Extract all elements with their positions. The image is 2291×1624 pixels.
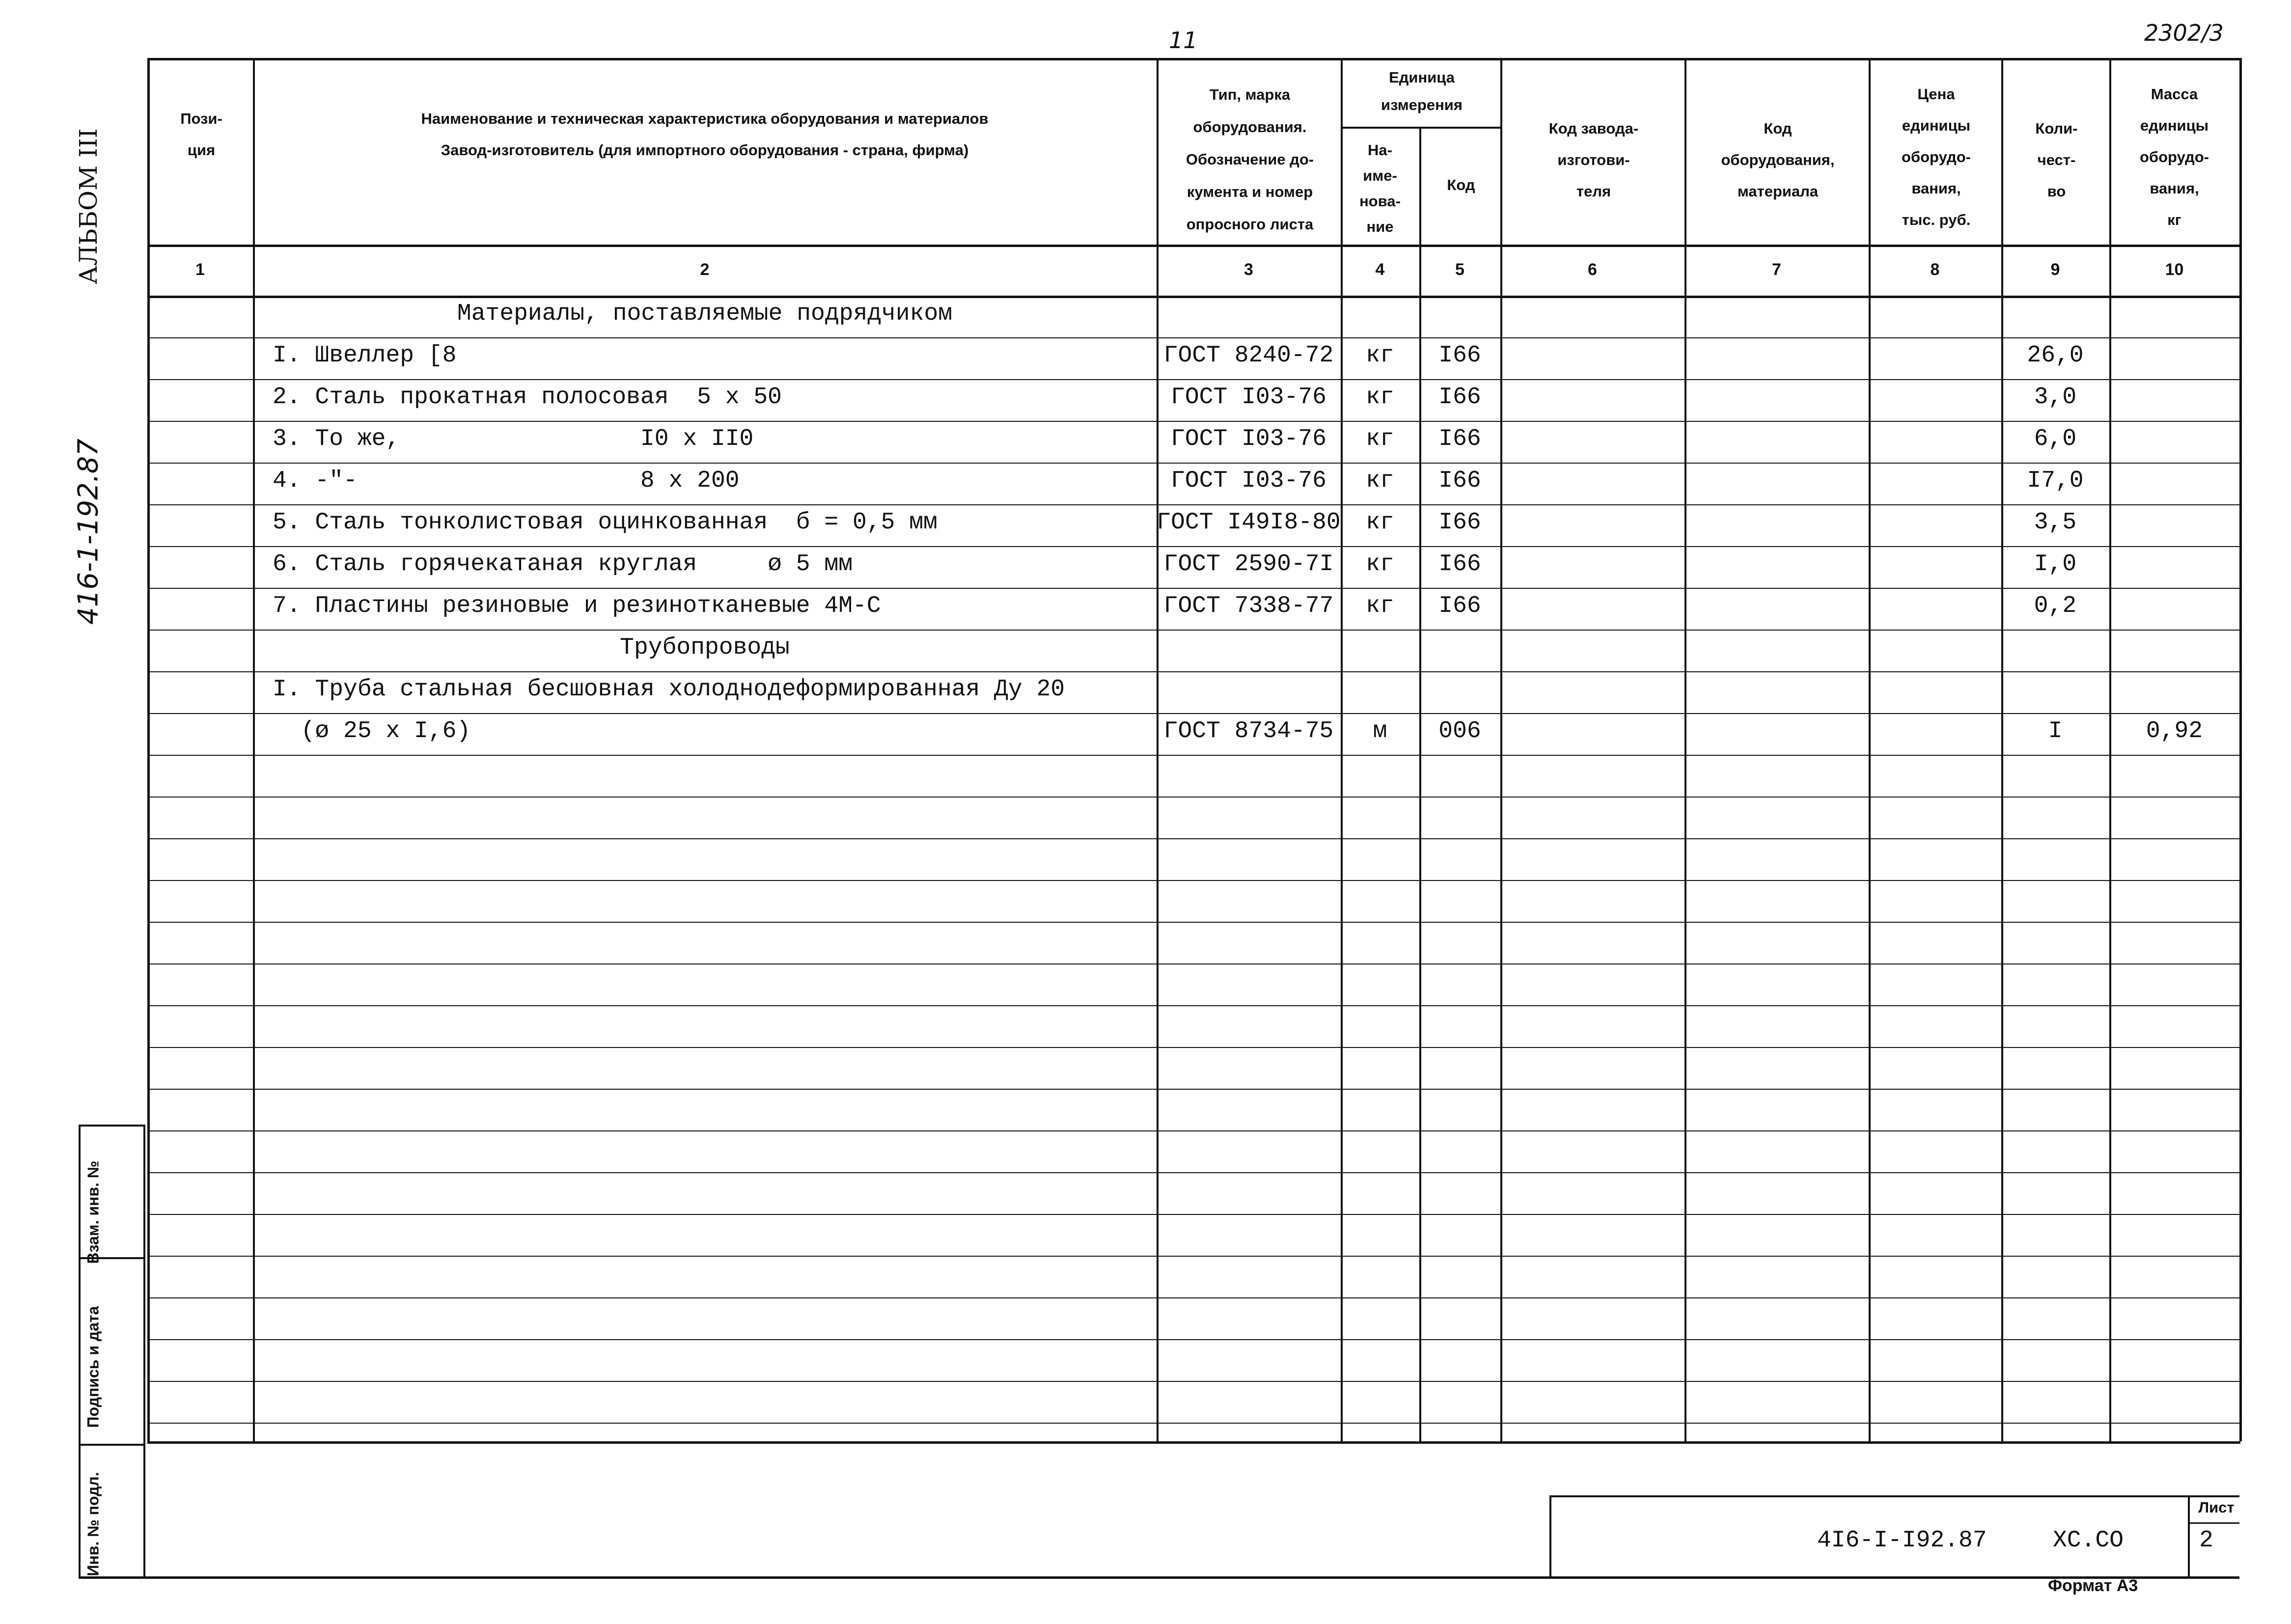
stamp-podpis-data: Подпись и дата <box>84 1306 102 1428</box>
stamp-vzam-inv: Взам. инв. № <box>84 1160 102 1264</box>
archive-number: 2302/3 <box>2144 20 2224 46</box>
title-block-sheet-line <box>2188 1522 2239 1524</box>
stamp-frame-right <box>143 1125 145 1576</box>
item-quantity: 3,5 <box>2034 509 2077 536</box>
item-quantity: 6,0 <box>2034 426 2077 452</box>
row-line <box>147 379 2240 380</box>
row-line <box>147 1214 2240 1215</box>
section-heading: Материалы, поставляемые подрядчиком <box>457 301 953 327</box>
header-unit-name: На- име- нова- ние <box>1359 141 1401 235</box>
item-document: ГОСТ 2590-7I <box>1163 551 1334 578</box>
item-unit: кг <box>1366 426 1394 452</box>
row-line <box>147 546 2240 547</box>
item-unit-code: I66 <box>1438 509 1481 536</box>
item-unit-code: I66 <box>1438 426 1481 452</box>
top-mark: 11 <box>1169 27 1198 54</box>
row-line <box>147 630 2240 631</box>
row-line <box>147 755 2240 756</box>
header-type: Тип, марка оборудования. Обозначение до- кумента и номер опросного листа <box>1186 86 1314 233</box>
item-name: I. Швеллер [8 <box>273 342 457 369</box>
column-number: 7 <box>1772 260 1781 279</box>
document-mark: ХС.СО <box>2053 1527 2124 1554</box>
column-number: 9 <box>2050 260 2060 279</box>
item-unit: кг <box>1366 593 1394 619</box>
item-quantity: I <box>2048 718 2063 744</box>
row-line <box>147 838 2240 839</box>
item-quantity: I7,0 <box>2027 468 2084 494</box>
row-line <box>147 1381 2240 1382</box>
header-mass: Масса единицы оборудо- вания, кг <box>2140 85 2209 228</box>
item-unit: кг <box>1366 384 1394 411</box>
section-heading: Трубопроводы <box>620 634 790 661</box>
row-line <box>147 1089 2240 1090</box>
document-code: 4I6-I-I92.87 <box>1817 1527 1987 1554</box>
stamp-frame-left <box>79 1125 81 1576</box>
header-position: Пози- ция <box>180 110 222 159</box>
title-block-top <box>1549 1495 2239 1497</box>
item-name: 3. То же, I0 х II0 <box>273 426 754 452</box>
item-document: ГОСТ I49I8-80 <box>1157 509 1341 536</box>
header-equipment-code: Код оборудования, материала <box>1721 120 1835 200</box>
item-quantity: 3,0 <box>2034 384 2077 411</box>
row-line <box>147 463 2240 464</box>
item-unit-code: I66 <box>1438 593 1481 619</box>
item-name: 5. Сталь тонколистовая оцинкованная б = 0,5 мм <box>273 509 938 536</box>
column-number: 2 <box>700 260 710 279</box>
table-border-bottom <box>147 1441 2240 1444</box>
row-line <box>147 797 2240 798</box>
column-number: 8 <box>1930 260 1940 279</box>
title-block-left <box>1549 1495 1551 1576</box>
row-line <box>147 1130 2240 1131</box>
header-name: Наименование и техническая характеристика оборудования и материалов Завод-изготовитель (для импортного оборудования - страна, фирма) <box>421 110 989 159</box>
item-name: 6. Сталь горячекатаная круглая ø 5 мм <box>273 551 853 578</box>
row-line <box>147 1297 2240 1298</box>
format-label: Формат А3 <box>2048 1576 2138 1595</box>
column-number: 6 <box>1588 260 1597 279</box>
item-unit-code: I66 <box>1438 342 1481 369</box>
item-quantity: 0,2 <box>2034 593 2077 619</box>
row-line <box>147 337 2240 338</box>
item-quantity: I,0 <box>2034 551 2077 578</box>
row-line <box>147 880 2240 881</box>
item-name: 4. -"- 8 х 200 <box>273 468 740 494</box>
header-bottom-line <box>147 245 2240 247</box>
item-mass: 0,92 <box>2146 718 2203 744</box>
row-line <box>147 1423 2240 1424</box>
header-unit-group: Единица измерения <box>1381 69 1463 113</box>
item-unit-code: I66 <box>1438 551 1481 578</box>
item-unit: м <box>1373 718 1387 744</box>
item-document: ГОСТ I03-76 <box>1171 468 1326 494</box>
frame-bottom <box>79 1576 2239 1579</box>
sheet-number: 2 <box>2199 1527 2213 1554</box>
item-document: ГОСТ I03-76 <box>1171 384 1326 411</box>
column-number: 1 <box>195 260 205 279</box>
item-document: ГОСТ 8240-72 <box>1163 342 1334 369</box>
item-unit-code: 006 <box>1438 718 1481 744</box>
column-number-line <box>147 296 2240 298</box>
table-border-right <box>2239 58 2242 1441</box>
item-unit: кг <box>1366 551 1394 578</box>
column-line <box>1419 127 1421 1441</box>
item-unit: кг <box>1366 342 1394 369</box>
column-number: 5 <box>1455 260 1464 279</box>
item-document: ГОСТ 8734-75 <box>1163 718 1334 744</box>
album-label: АЛЬБОМ III <box>74 128 103 284</box>
row-line <box>147 1005 2240 1006</box>
item-name: 2. Сталь прокатная полосовая 5 х 50 <box>273 384 782 411</box>
row-line <box>147 588 2240 589</box>
row-line <box>147 1339 2240 1340</box>
item-unit: кг <box>1366 509 1394 536</box>
side-doc-number: 416-1-192.87 <box>72 439 105 625</box>
item-name: I. Труба стальная бесшовная холоднодеформированная Ду 20 <box>273 676 1065 703</box>
row-line <box>147 504 2240 505</box>
stamp-frame-top <box>79 1125 145 1127</box>
stamp-inv-podl: Инв. № подл. <box>84 1472 102 1576</box>
item-unit-code: I66 <box>1438 384 1481 411</box>
row-line <box>147 1256 2240 1257</box>
header-quantity: Коли- чест- во <box>2035 120 2078 200</box>
row-line <box>147 922 2240 923</box>
column-number: 3 <box>1244 260 1253 279</box>
column-number: 10 <box>2165 260 2184 279</box>
header-unit-code: Код <box>1447 176 1475 193</box>
row-line <box>147 421 2240 422</box>
sheet-label: Лист <box>2198 1499 2235 1516</box>
row-line <box>147 1172 2240 1173</box>
item-name: (ø 25 х I,6) <box>273 718 471 744</box>
item-document: ГОСТ 7338-77 <box>1163 593 1334 619</box>
item-unit-code: I66 <box>1438 468 1481 494</box>
header-price: Цена единицы оборудо- вания, тыс. руб. <box>1902 85 1971 228</box>
row-line <box>147 1047 2240 1048</box>
item-quantity: 26,0 <box>2027 342 2084 369</box>
row-line <box>147 963 2240 964</box>
stamp-divider <box>79 1444 145 1446</box>
item-document: ГОСТ I03-76 <box>1171 426 1326 452</box>
item-unit: кг <box>1366 468 1394 494</box>
table-border-top <box>147 58 2240 60</box>
item-name: 7. Пластины резиновые и резинотканевые 4М-С <box>273 593 881 619</box>
header-factory-code: Код завода- изготови- теля <box>1548 120 1639 200</box>
row-line <box>147 671 2240 672</box>
row-line <box>147 713 2240 714</box>
column-number: 4 <box>1375 260 1385 279</box>
